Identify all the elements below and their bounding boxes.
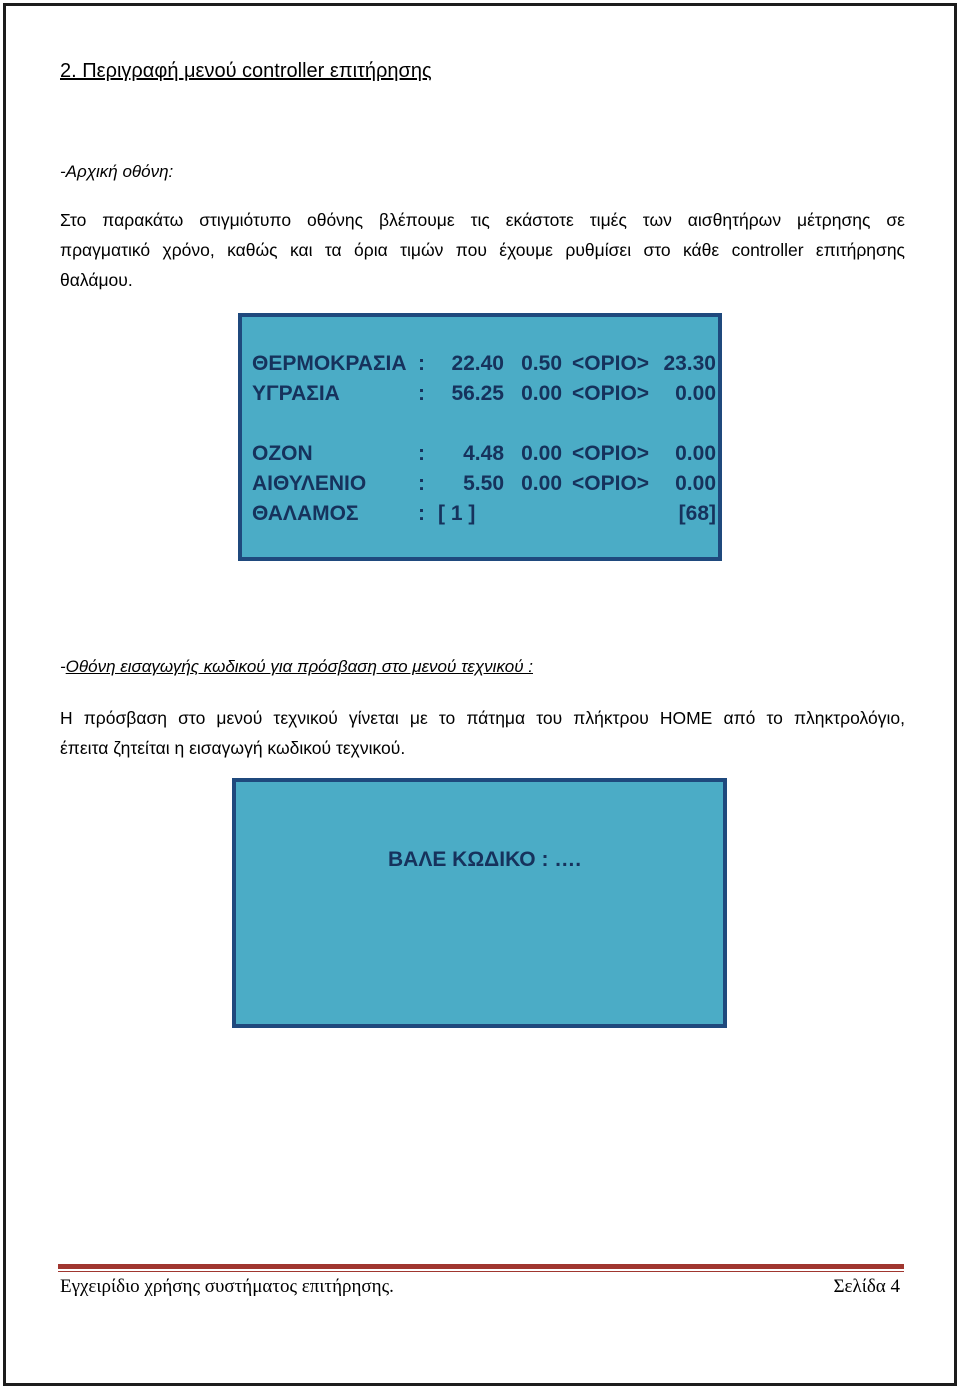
sensor-label: ΟΖΟΝ (252, 442, 313, 465)
paragraph-line: Στο παρακάτω στιγμιότυπο οθόνης βλέπουμε τις εκάστοτε τιμές των αισθητήρων μέτρησης σε (60, 210, 905, 230)
limit-min: 0.00 (521, 382, 562, 405)
home-screen-subheading: -Αρχική οθόνη: (60, 162, 174, 181)
sensor-label: ΑΙΘΥΛΕΝΙΟ (252, 472, 367, 495)
password-screen-display (232, 778, 727, 1028)
limit-label: <ΟΡΙΟ> (572, 442, 650, 465)
paragraph-line: έπειτα ζητείται η εισαγωγή κωδικού τεχνικού. (60, 738, 406, 758)
limit-max: 23.30 (663, 352, 716, 375)
sensor-value: 5.50 (463, 472, 504, 495)
chamber-number: [ 1 ] (438, 502, 476, 525)
password-screen-subheading (60, 657, 533, 677)
sensor-label: ΘΕΡΜΟΚΡΑΣΙΑ (252, 352, 407, 375)
sensor-value: 56.25 (451, 382, 504, 405)
section-heading: 2. Περιγραφή μενού controller επιτήρησης (60, 60, 432, 82)
limit-max: 0.00 (675, 472, 716, 495)
limit-min: 0.00 (521, 472, 562, 495)
limit-label: <ΟΡΙΟ> (572, 352, 650, 375)
home-screen-description (60, 205, 905, 295)
paragraph-line: θαλάμου. (60, 270, 133, 290)
limit-label: <ΟΡΙΟ> (572, 472, 650, 495)
footer-rule-thin (58, 1271, 904, 1272)
limit-min: 0.50 (521, 352, 562, 375)
chamber-label: ΘΑΛΑΜΟΣ (252, 502, 359, 525)
sensor-value: 22.40 (451, 352, 504, 375)
sensor-value: 4.48 (463, 442, 504, 465)
limit-min: 0.00 (521, 442, 562, 465)
sensor-label: ΥΓΡΑΣΙΑ (252, 382, 340, 405)
chamber-code: [68] (678, 502, 716, 525)
subheading-dash: - (60, 657, 66, 676)
limit-max: 0.00 (675, 382, 716, 405)
footer-title: Εγχειρίδιο χρήσης συστήματος επιτήρησης. (60, 1276, 394, 1297)
separator: : (418, 352, 425, 375)
subheading-text: Οθόνη εισαγωγής κωδικού για πρόσβαση στο μενού τεχνικού : (65, 657, 533, 676)
limit-max: 0.00 (675, 442, 716, 465)
home-screen-display (238, 313, 722, 561)
limit-label: <ΟΡΙΟ> (572, 382, 650, 405)
paragraph-line: πραγματικό χρόνο, καθώς και τα όρια τιμών που έχουμε ρυθμίσει στο κάθε controller επιτήρησης (60, 240, 905, 260)
separator: : (418, 502, 425, 525)
separator: : (418, 442, 425, 465)
footer-rule (58, 1264, 904, 1269)
separator: : (418, 382, 425, 405)
paragraph-line: Η πρόσβαση στο μενού τεχνικού γίνεται με το πάτημα του πλήκτρου HOME από το πληκτρολόγιο, (60, 708, 905, 728)
password-screen-description (60, 703, 905, 763)
separator: : (418, 472, 425, 495)
password-prompt: ΒΑΛΕ ΚΩΔΙΚΟ : …. (388, 848, 582, 871)
page-number: Σελίδα 4 (833, 1276, 900, 1297)
